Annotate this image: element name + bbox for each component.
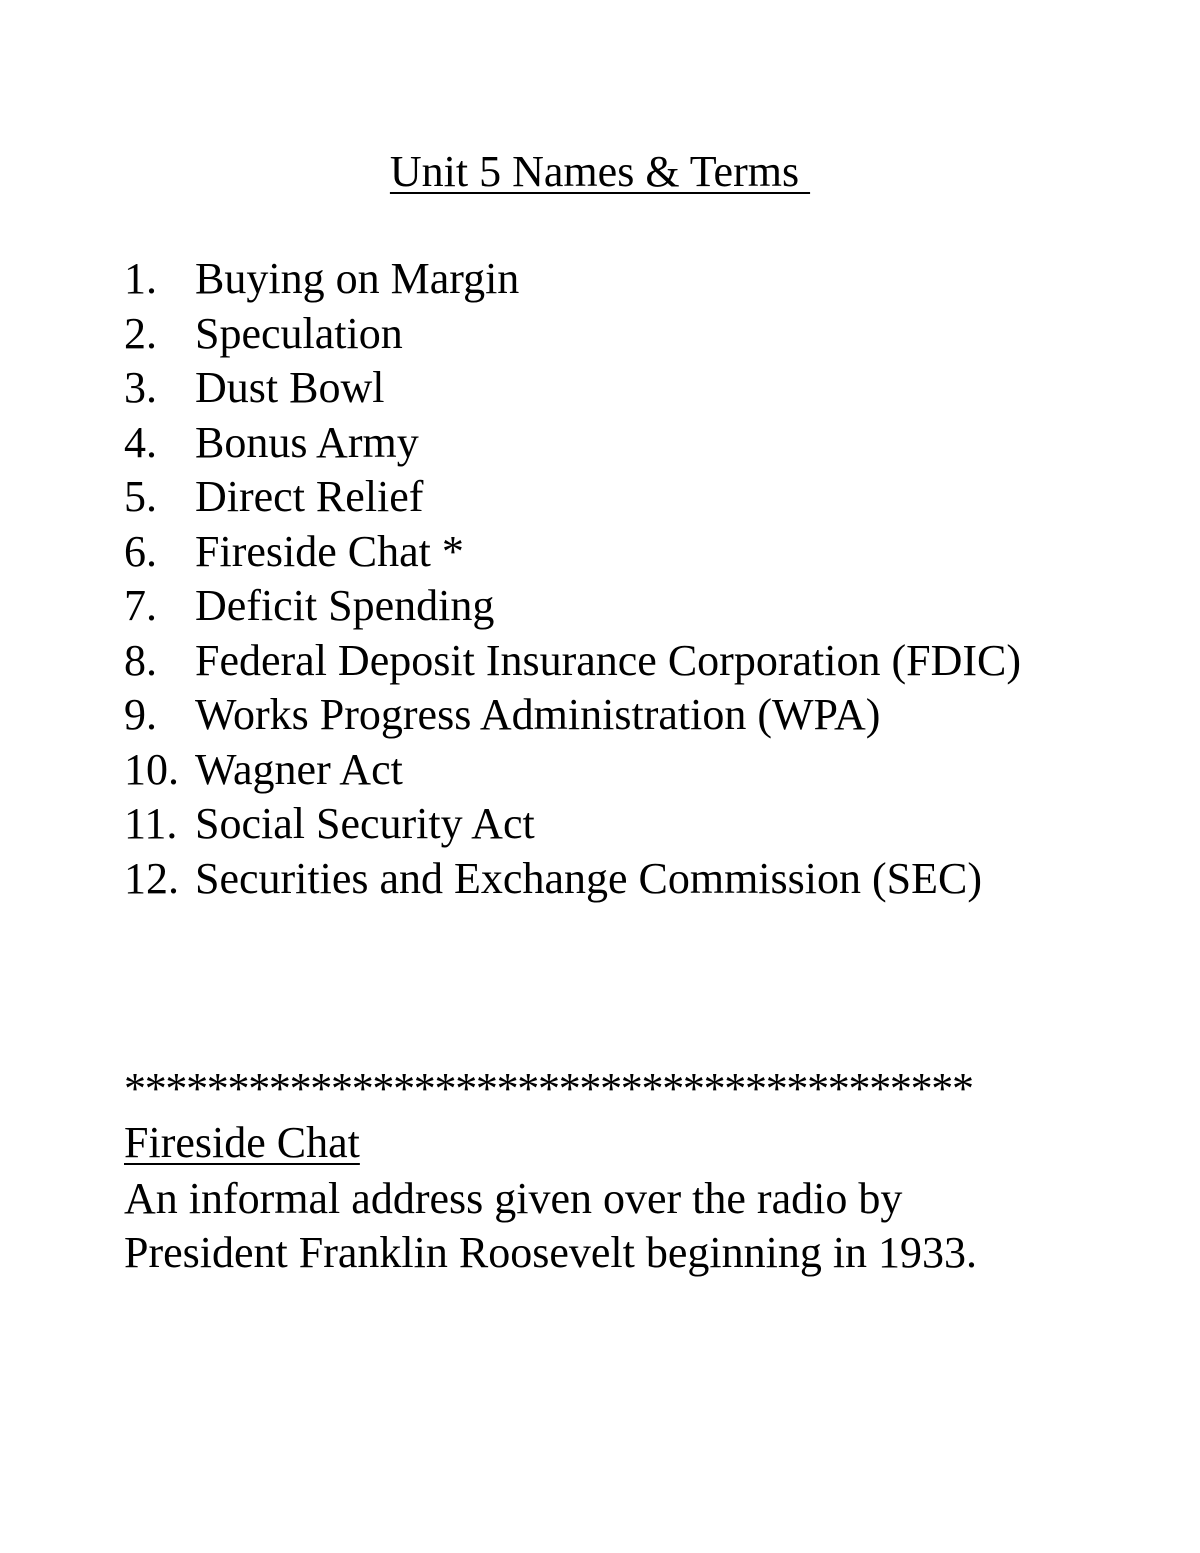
term-number: 3. [124,363,157,412]
terms-list [124,252,1144,906]
term-number: 9. [124,690,157,739]
term-text: Direct Relief [195,472,424,521]
term-number: 7. [124,581,157,630]
term-text: Federal Deposit Insurance Corporation (FDIC) [195,635,1022,685]
term-number: 2. [124,308,157,358]
definition-body: An informal address given over the radio by President Franklin Roosevelt beginning in 1933. [124,1174,978,1277]
term-text: Fireside Chat * [195,526,464,576]
term-text: Works Progress Administration (WPA) [195,690,881,739]
term-text: Securities and Exchange Commission (SEC) [195,853,982,903]
term-number: 8. [124,635,157,685]
list-item [124,579,1144,634]
term-text: Social Security Act [195,799,535,848]
term-text: Bonus Army [195,417,419,467]
term-number: 5. [124,472,157,521]
term-number: 12. [124,853,179,903]
term-number: 10. [124,744,179,794]
term-number: 6. [124,526,157,576]
list-item [124,852,1144,907]
list-item [124,688,1144,743]
list-item [124,525,1144,580]
list-item [124,634,1144,689]
term-number: 11. [124,799,178,848]
term-text: Speculation [195,308,403,358]
asterisk-separator: ***************************************** [124,1064,973,1113]
term-text: Dust Bowl [195,363,385,412]
term-number: 4. [124,417,157,467]
page-title-text: Unit 5 Names & Terms [389,147,811,196]
definition-heading: Fireside Chat [124,1118,360,1167]
term-text: Deficit Spending [195,581,495,630]
list-item [124,361,1144,416]
list-item [124,307,1144,362]
page-title [0,146,1200,198]
list-item [124,470,1144,525]
list-item [124,797,1144,852]
list-item [124,743,1144,798]
term-number: 1. [124,254,157,303]
list-item [124,252,1144,307]
term-text: Wagner Act [195,744,403,794]
list-item [124,416,1144,471]
term-text: Buying on Margin [195,254,520,303]
